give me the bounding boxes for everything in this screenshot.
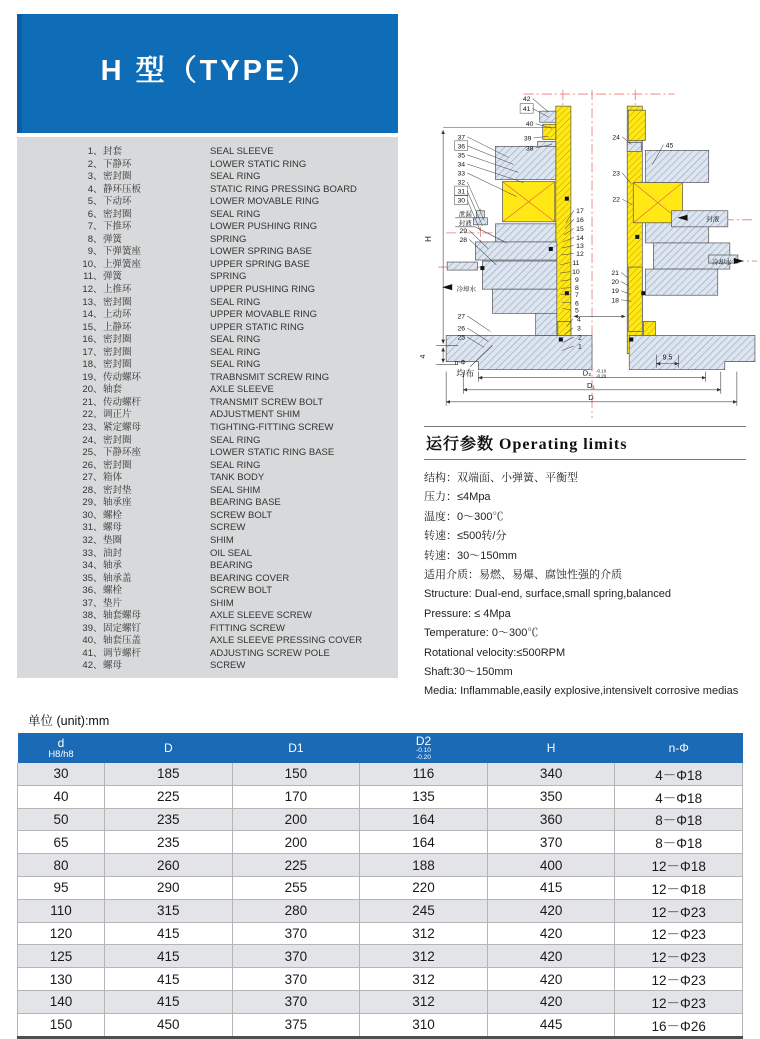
svg-text:24: 24	[612, 134, 620, 142]
operating-limits-title	[424, 427, 746, 459]
operating-line: 转速：30～150mm	[424, 549, 517, 562]
table-cell: 420	[487, 922, 615, 945]
table-cell: 80	[18, 854, 105, 877]
table-cell: 312	[360, 968, 488, 991]
table-cell: 245	[360, 899, 488, 922]
svg-text:35: 35	[457, 152, 466, 160]
table-cell: 340	[487, 763, 615, 785]
svg-text:泄漏: 泄漏	[458, 210, 472, 218]
parts-list-item: 31 、 螺母 SCREW	[82, 522, 246, 534]
svg-text:16: 16	[576, 216, 584, 224]
table-row	[18, 1013, 743, 1037]
svg-text:42: 42	[522, 96, 531, 104]
table-cell: 360	[487, 808, 615, 831]
svg-text:9: 9	[575, 277, 579, 285]
svg-text:10: 10	[572, 269, 580, 277]
table-cell: 170	[232, 785, 360, 808]
svg-text:19: 19	[611, 288, 619, 296]
parts-list-item: 14 、 上动环 UPPER MOVABLE RING	[82, 309, 317, 321]
svg-text:41: 41	[522, 106, 531, 114]
parts-list-item: 4 、 静环压板 STATIC RING PRESSING BOARD	[87, 183, 357, 195]
operating-line: Shaft:30～150mm	[424, 666, 513, 679]
parts-list-item: 26 、 密封圈 SEAL RING	[82, 459, 261, 471]
table-cell: 370	[232, 968, 360, 991]
table-cell: 40	[18, 785, 105, 808]
table-cell: 140	[18, 990, 105, 1013]
table-cell: 312	[360, 922, 488, 945]
parts-list	[17, 137, 398, 678]
svg-text:38: 38	[525, 145, 534, 153]
table-cell: 420	[487, 968, 615, 991]
table-cell: 312	[360, 990, 488, 1013]
table-cell: 200	[232, 808, 360, 831]
table-cell: 375	[232, 1013, 360, 1037]
svg-text:26: 26	[457, 325, 466, 333]
table-cell: 30	[18, 763, 105, 785]
svg-text:15: 15	[576, 225, 584, 233]
col-header-H: H	[487, 733, 615, 763]
svg-text:冷却水: 冷却水	[456, 286, 477, 294]
table-cell: 150	[232, 763, 360, 785]
parts-list-item: 41 、 调节螺杆 ADJUSTING SCREW POLE	[82, 647, 330, 659]
parts-list-item: 30 、 螺栓 SCREW BOLT	[82, 509, 273, 521]
operating-limits-section	[424, 426, 746, 702]
svg-text:3: 3	[577, 325, 581, 333]
table-cell: 280	[232, 899, 360, 922]
table-cell: 415	[105, 945, 233, 968]
table-cell: 260	[105, 854, 233, 877]
operating-lines	[424, 460, 746, 702]
table-cell: 185	[105, 763, 233, 785]
svg-text:33: 33	[457, 170, 466, 178]
operating-title-en: Operating limits	[499, 436, 628, 453]
table-cell: 420	[487, 945, 615, 968]
svg-text:D₁: D₁	[587, 380, 596, 390]
table-cell: 200	[232, 831, 360, 854]
table-cell: 370	[232, 945, 360, 968]
table-row	[18, 968, 743, 991]
table-row	[18, 785, 743, 808]
svg-text:27: 27	[457, 313, 466, 321]
svg-text:-0.10: -0.10	[596, 368, 607, 374]
table-cell: 116	[360, 763, 488, 785]
table-cell: 350	[487, 785, 615, 808]
parts-list-item: 29 、 轴承座 BEARING BASE	[82, 497, 281, 509]
svg-text:32: 32	[457, 179, 466, 187]
operating-line: Temperature: 0～300℃	[424, 627, 539, 640]
svg-text:封液: 封液	[458, 219, 472, 227]
svg-text:21: 21	[611, 270, 619, 278]
right-assembly	[627, 106, 755, 370]
col-header-D1: D1	[232, 733, 360, 763]
parts-list-item: 20 、 轴套 AXLE SLEEVE	[82, 384, 274, 396]
svg-text:39: 39	[523, 135, 532, 143]
parts-list-item: 1 、 封套 SEAL SLEEVE	[87, 146, 274, 157]
table-cell: 12－Φ23	[615, 968, 743, 991]
table-header	[18, 733, 743, 763]
parts-list-item: 21 、 传动螺杆 TRANSMIT SCREW BOLT	[82, 396, 324, 408]
dimensions-table	[17, 733, 743, 1039]
seal-cross-section-diagram	[418, 84, 760, 426]
parts-list-item: 36 、 螺栓 SCREW BOLT	[82, 585, 273, 597]
parts-list-item: 34 、 轴承 BEARING	[82, 560, 253, 572]
parts-list-item: 38 、 轴套螺母 AXLE SLEEVE SCREW	[82, 610, 312, 622]
svg-text:37: 37	[457, 134, 466, 142]
table-cell: 235	[105, 808, 233, 831]
col-header-D: D	[105, 733, 233, 763]
table-cell: 400	[487, 854, 615, 877]
svg-text:9.5: 9.5	[662, 354, 673, 362]
svg-text:25: 25	[457, 334, 466, 342]
svg-text:28: 28	[459, 236, 468, 244]
parts-list-item: 9 、 下弹簧座 LOWER SPRING BASE	[87, 246, 312, 258]
parts-list-item: 16 、 密封圈 SEAL RING	[82, 334, 261, 346]
spec-table-body	[18, 763, 743, 1037]
table-row	[18, 945, 743, 968]
operating-line: Rotational velocity:≤500RPM	[424, 646, 566, 659]
svg-text:17: 17	[576, 207, 584, 215]
table-cell: 415	[105, 922, 233, 945]
svg-text:4: 4	[577, 316, 581, 324]
table-cell: 125	[18, 945, 105, 968]
svg-text:36: 36	[457, 143, 466, 151]
table-cell: 12－Φ18	[615, 876, 743, 899]
svg-text:4: 4	[420, 354, 428, 359]
table-cell: 315	[105, 899, 233, 922]
unit-label: 单位 (unit):mm	[28, 714, 110, 728]
svg-text:冷却水: 冷却水	[711, 259, 732, 267]
parts-list-item: 10 、 上弹簧座 UPPER SPRING BASE	[82, 258, 310, 270]
parts-list-item: 5 、 下动环 LOWER MOVABLE RING	[87, 196, 320, 208]
diagram-svg	[418, 84, 760, 426]
svg-text:封液: 封液	[706, 215, 720, 223]
table-cell: 225	[232, 854, 360, 877]
table-row	[18, 763, 743, 785]
svg-text:1: 1	[578, 343, 582, 351]
svg-text:12: 12	[576, 251, 584, 259]
table-cell: 16－Φ26	[615, 1013, 743, 1037]
parts-list-item: 19 、 传动螺环 TRABNSMIT SCREW RING	[82, 371, 330, 383]
parts-list-item: 25 、 下静环座 LOWER STATIC RING BASE	[82, 447, 335, 459]
parts-list-item: 12 、 上推环 UPPER PUSHING RING	[82, 284, 316, 296]
svg-text:29: 29	[459, 227, 468, 235]
svg-text:20: 20	[611, 279, 619, 287]
table-cell: 135	[360, 785, 488, 808]
parts-list-item: 28 、 密封垫 SEAL SHIM	[82, 484, 261, 496]
page-title: H 型（TYPE）	[100, 55, 320, 87]
table-cell: 235	[105, 831, 233, 854]
table-cell: 12－Φ23	[615, 922, 743, 945]
parts-list-item: 37 、 垫片 SHIM	[82, 597, 234, 609]
col-header-d: d H8/h8	[18, 733, 105, 763]
parts-list-item: 11 、 弹簧 SPRING	[83, 271, 247, 283]
table-cell: 415	[105, 990, 233, 1013]
table-cell: 120	[18, 922, 105, 945]
svg-text:22: 22	[612, 196, 620, 204]
svg-text:n-Φ: n-Φ	[454, 359, 466, 367]
svg-text:18: 18	[611, 297, 619, 305]
table-cell: 420	[487, 990, 615, 1013]
svg-text:均布: 均布	[456, 368, 475, 379]
svg-text:2: 2	[578, 334, 582, 342]
table-cell: 110	[18, 899, 105, 922]
table-cell: 220	[360, 876, 488, 899]
table-cell: 450	[105, 1013, 233, 1037]
svg-text:11: 11	[572, 260, 580, 268]
cooling-water-right-arrow	[734, 258, 744, 264]
svg-text:13: 13	[576, 242, 584, 250]
table-cell: 130	[18, 968, 105, 991]
svg-text:-0.20: -0.20	[596, 373, 607, 379]
svg-text:D₂: D₂	[582, 368, 592, 378]
table-cell: 8－Φ18	[615, 808, 743, 831]
parts-list-item: 7 、 下推环 LOWER PUSHING RING	[87, 221, 318, 233]
svg-text:34: 34	[457, 161, 466, 169]
parts-list-item: 42 、 螺母 SCREW	[82, 660, 246, 672]
parts-list-item: 23 、 紧定螺母 TIGHTING-FITTING SCREW	[82, 422, 334, 434]
table-cell: 415	[105, 968, 233, 991]
svg-text:14: 14	[576, 234, 584, 242]
parts-list-item: 3 、 密封圈 SEAL RING	[87, 171, 261, 183]
table-row	[18, 854, 743, 877]
parts-list-item: 22 、 调正片 ADJUSTMENT SHIM	[82, 409, 301, 421]
parts-list-item: 39 、 固定螺钉 FITTING SCREW	[82, 622, 285, 634]
table-row	[18, 876, 743, 899]
table-cell: 95	[18, 876, 105, 899]
table-cell: 370	[232, 990, 360, 1013]
table-cell: 312	[360, 945, 488, 968]
table-cell: 164	[360, 808, 488, 831]
operating-line: Media: Inflammable,easily explosive,intensivelt corrosive medias	[424, 685, 739, 698]
table-cell: 445	[487, 1013, 615, 1037]
parts-list-item: 24 、 密封圈 SEAL RING	[82, 434, 261, 446]
table-cell: 164	[360, 831, 488, 854]
parts-list-item: 2 、 下静环 LOWER STATIC RING	[87, 158, 307, 170]
col-header-n-phi: n-Φ	[615, 733, 743, 763]
parts-list-item: 27 、 箱体 TANK BODY	[82, 472, 265, 484]
parts-list-item: 40 、 轴套压盖 AXLE SLEEVE PRESSING COVER	[82, 635, 363, 647]
table-row	[18, 899, 743, 922]
parts-list-item: 33 、 油封 OIL SEAL	[82, 547, 252, 559]
table-cell: 12－Φ23	[615, 945, 743, 968]
table-cell: 188	[360, 854, 488, 877]
parts-list-item: 35 、 轴承盖 BEARING COVER	[82, 572, 290, 584]
svg-text:30: 30	[457, 197, 466, 205]
parts-list-item: 13 、 密封圈 SEAL RING	[82, 296, 261, 308]
svg-text:40: 40	[525, 121, 534, 129]
operating-line: Pressure: ≤ 4Mpa	[424, 607, 511, 620]
table-cell: 12－Φ18	[615, 854, 743, 877]
table-cell: 225	[105, 785, 233, 808]
operating-line: Structure: Dual-end, surface,small spring,balanced	[424, 588, 672, 601]
parts-list-item: 18 、 密封圈 SEAL RING	[82, 359, 261, 371]
parts-list-rows	[17, 146, 398, 673]
table-cell: 65	[18, 831, 105, 854]
table-cell: 370	[487, 831, 615, 854]
table-cell: 415	[487, 876, 615, 899]
table-row	[18, 808, 743, 831]
operating-line: 适用介质：易燃、易爆、腐蚀性强的介质	[424, 569, 622, 582]
svg-text:6: 6	[575, 300, 579, 308]
table-cell: 255	[232, 876, 360, 899]
table-row	[18, 922, 743, 945]
parts-list-item: 6 、 密封圈 SEAL RING	[87, 208, 261, 220]
svg-text:23: 23	[612, 170, 620, 178]
parts-list-item: 15 、 上静环 UPPER STATIC RING	[82, 321, 305, 333]
svg-text:8: 8	[575, 285, 579, 293]
cooling-water-left-arrow	[442, 284, 452, 290]
operating-line: 转速：≤500转/分	[424, 530, 507, 543]
operating-line: 结构：双端面、小弹簧、平衡型	[424, 472, 578, 484]
svg-text:D: D	[588, 392, 594, 402]
table-cell: 290	[105, 876, 233, 899]
svg-text:31: 31	[457, 188, 466, 196]
table-row	[18, 831, 743, 854]
svg-text:H: H	[424, 235, 434, 242]
operating-line: 压力：≤4Mpa	[424, 491, 491, 504]
table-row	[18, 990, 743, 1013]
table-cell: 370	[232, 922, 360, 945]
table-cell: 12－Φ23	[615, 990, 743, 1013]
table-cell: 150	[18, 1013, 105, 1037]
operating-line: 温度：0～300℃	[424, 510, 504, 523]
svg-text:7: 7	[575, 292, 579, 300]
operating-title-cn: 运行参数	[426, 436, 495, 453]
table-cell: 310	[360, 1013, 488, 1037]
table-cell: 4－Φ18	[615, 763, 743, 785]
type-banner	[17, 14, 398, 133]
table-cell: 12－Φ23	[615, 899, 743, 922]
table-cell: 8－Φ18	[615, 831, 743, 854]
table-cell: 4－Φ18	[615, 785, 743, 808]
col-header-D2: D2 -0.10 -0.20	[360, 733, 488, 763]
svg-text:5: 5	[575, 307, 579, 315]
table-cell: 50	[18, 808, 105, 831]
parts-list-item: 8 、 弹簧 SPRING	[87, 233, 247, 245]
svg-text:45: 45	[665, 142, 674, 150]
parts-list-item: 17 、 密封圈 SEAL RING	[82, 346, 261, 358]
parts-list-item: 32 、 垫圈 SHIM	[82, 534, 234, 546]
table-cell: 420	[487, 899, 615, 922]
